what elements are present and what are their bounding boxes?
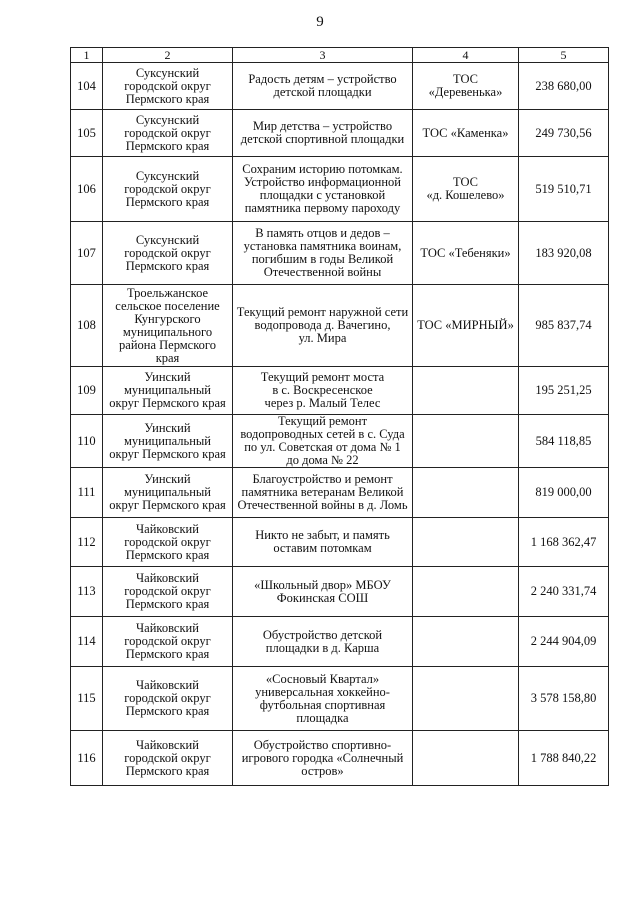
territory-line: округ Пермского края — [109, 396, 226, 410]
amount-cell — [519, 731, 609, 786]
territory-line: городской округ — [124, 125, 211, 140]
amount-text: 183 920,08 — [535, 245, 592, 260]
territory-line: округ Пермского края — [109, 446, 226, 461]
territory-line: муниципального — [122, 324, 213, 339]
project-line: футбольная спортивная — [259, 697, 386, 712]
amount-cell — [519, 567, 609, 617]
header-col-1: 1 — [71, 48, 103, 63]
project-cell — [233, 222, 413, 285]
project-line: Мир детства – устройство — [252, 119, 393, 133]
project-line: погибшим в годы Великой — [251, 252, 394, 266]
row-number-text: 107 — [77, 245, 96, 260]
project-line: Устройство информационной — [243, 175, 401, 189]
row-number — [71, 222, 103, 285]
header-row — [71, 48, 609, 63]
table-row — [71, 667, 609, 731]
table-row — [71, 567, 609, 617]
project-line: Благоустройство и ремонт — [252, 472, 393, 486]
row-number-text: 104 — [77, 78, 96, 93]
project-line: ул. Мира — [298, 331, 347, 345]
territory-line: округ Пермского края — [109, 498, 226, 512]
territory-line: Суксунский — [135, 112, 200, 127]
project-line: игрового городка «Солнечный — [241, 750, 404, 765]
project-cell — [233, 731, 413, 786]
project-line: до дома № 22 — [286, 453, 359, 467]
territory-line: городской округ — [124, 750, 211, 765]
table-row — [71, 468, 609, 518]
tos-line: «д. Кошелево» — [426, 188, 505, 202]
table-row — [71, 415, 609, 468]
project-line: по ул. Советская от дома № 1 — [244, 440, 401, 454]
header-col-5: 5 — [519, 48, 609, 63]
project-cell — [233, 110, 413, 157]
project-cell — [233, 667, 413, 731]
project-line: Текущий ремонт наружной сети — [236, 305, 409, 319]
project-cell — [233, 617, 413, 667]
row-number-text: 111 — [77, 485, 96, 499]
amount-cell — [519, 110, 609, 157]
project-line: универсальная хоккейно- — [255, 684, 390, 699]
amount-cell — [519, 222, 609, 285]
territory-line: сельское поселение — [115, 298, 220, 313]
project-line: памятника ветеранам Великой — [241, 485, 404, 499]
tos-line: ТОС — [453, 72, 478, 86]
project-line: водопроводных сетей в с. Суда — [240, 427, 405, 441]
tos-cell — [413, 731, 519, 786]
territory-line: Пермского края — [125, 763, 210, 778]
tos-line: «Деревенька» — [428, 85, 503, 99]
project-line: Никто не забыт, и память — [255, 528, 390, 542]
amount-cell — [519, 63, 609, 110]
project-cell — [233, 415, 413, 468]
table-row — [71, 110, 609, 157]
project-cell — [233, 285, 413, 367]
amount-cell — [519, 157, 609, 222]
territory-line: Уинский — [144, 420, 191, 435]
territory-line: городской округ — [124, 245, 211, 260]
territory-line: Пермского края — [125, 138, 210, 153]
territory-cell — [103, 617, 233, 667]
row-number — [71, 367, 103, 415]
territory-line: городской округ — [124, 634, 211, 648]
territory-line: Пермского края — [125, 597, 210, 611]
table-row — [71, 157, 609, 222]
territory-line: Троельжанское — [126, 285, 209, 300]
project-line: Обустройство детской — [262, 627, 383, 642]
territory-line: городской округ — [124, 584, 211, 598]
project-line: В память отцов и дедов – — [255, 226, 390, 240]
amount-cell — [519, 367, 609, 415]
row-number — [71, 110, 103, 157]
project-line: через р. Малый Телес — [264, 396, 381, 410]
table-row — [71, 731, 609, 786]
data-table — [70, 47, 609, 786]
tos-cell — [413, 157, 519, 222]
row-number — [71, 63, 103, 110]
territory-line: Пермского края — [125, 258, 210, 273]
territory-line: Пермского края — [125, 547, 210, 562]
amount-text: 1 168 362,47 — [530, 534, 597, 549]
territory-line: Пермского края — [125, 194, 210, 209]
project-cell — [233, 518, 413, 567]
project-line: площадки в д. Карша — [265, 640, 380, 655]
row-number — [71, 667, 103, 731]
project-line: памятника первому пароходу — [244, 201, 401, 215]
territory-cell — [103, 415, 233, 468]
territory-line: муниципальный — [124, 383, 211, 397]
territory-line: Чайковский — [136, 678, 199, 692]
table-row — [71, 285, 609, 367]
territory-line: Пермского края — [125, 704, 210, 718]
territory-line: Кунгурского — [134, 311, 201, 326]
tos-cell — [413, 285, 519, 367]
amount-cell — [519, 415, 609, 468]
amount-text: 519 510,71 — [535, 181, 592, 196]
project-line: Фокинская СОШ — [276, 590, 369, 605]
amount-text: 584 118,85 — [535, 433, 592, 448]
project-line: Отечественной войны — [263, 265, 382, 279]
project-line: Радость детям – устройство — [248, 72, 397, 86]
tos-line: ТОС «Тебеняки» — [420, 245, 511, 260]
row-number — [71, 415, 103, 468]
amount-text: 985 837,74 — [535, 318, 592, 332]
territory-cell — [103, 468, 233, 518]
project-line: остров» — [301, 763, 344, 778]
territory-line: Чайковский — [136, 621, 199, 635]
amount-text: 249 730,56 — [535, 125, 592, 140]
tos-cell — [413, 110, 519, 157]
territory-line: городской округ — [124, 691, 211, 705]
project-line: водопровода д. Вачегино, — [254, 318, 391, 332]
row-number-text: 116 — [77, 750, 96, 765]
row-number — [71, 285, 103, 367]
territory-cell — [103, 285, 233, 367]
tos-cell — [413, 617, 519, 667]
territory-line: района Пермского — [119, 337, 216, 352]
project-line: Текущий ремонт моста — [260, 370, 385, 384]
tos-cell — [413, 667, 519, 731]
territory-line: городской округ — [124, 181, 211, 196]
header-col-2: 2 — [103, 48, 233, 63]
row-number-text: 110 — [77, 433, 96, 448]
tos-cell — [413, 415, 519, 468]
amount-text: 2 240 331,74 — [530, 584, 597, 598]
territory-cell — [103, 367, 233, 415]
table-body — [71, 63, 609, 786]
row-number — [71, 468, 103, 518]
row-number — [71, 617, 103, 667]
row-number — [71, 518, 103, 567]
amount-text: 819 000,00 — [535, 485, 592, 499]
amount-text: 2 244 904,09 — [530, 634, 597, 648]
territory-line: Пермского края — [125, 647, 210, 661]
project-cell — [233, 63, 413, 110]
territory-cell — [103, 63, 233, 110]
project-line: детской площадки — [273, 85, 372, 99]
project-cell — [233, 367, 413, 415]
project-line: оставим потомкам — [273, 541, 372, 555]
tos-cell — [413, 222, 519, 285]
table-row — [71, 222, 609, 285]
row-number-text: 105 — [77, 125, 96, 140]
project-line: в с. Воскресенское — [272, 383, 373, 397]
territory-line: Чайковский — [136, 521, 199, 536]
territory-line: Пермского края — [125, 91, 210, 106]
tos-cell — [413, 468, 519, 518]
territory-cell — [103, 567, 233, 617]
territory-line: Суксунский — [135, 232, 200, 247]
project-line: детской спортивной площадки — [240, 132, 405, 146]
project-line: площадки с установкой — [259, 188, 386, 202]
territory-line: муниципальный — [124, 485, 211, 499]
amount-cell — [519, 468, 609, 518]
row-number-text: 109 — [77, 383, 96, 397]
amount-text: 3 578 158,80 — [530, 691, 597, 705]
tos-cell — [413, 518, 519, 567]
table-header — [71, 48, 609, 63]
territory-line: Уинский — [144, 370, 191, 384]
project-line: Сохраним историю потомкам. — [242, 162, 403, 176]
territory-line: Чайковский — [136, 571, 199, 585]
territory-cell — [103, 222, 233, 285]
project-cell — [233, 157, 413, 222]
territory-line: края — [155, 350, 180, 365]
row-number-text: 115 — [77, 691, 96, 705]
project-cell — [233, 567, 413, 617]
territory-line: Суксунский — [135, 65, 200, 80]
territory-line: муниципальный — [124, 433, 211, 448]
page-number: 9 — [316, 14, 324, 30]
row-number — [71, 567, 103, 617]
tos-line: ТОС «МИРНЫЙ» — [417, 318, 514, 332]
project-line: Обустройство спортивно- — [253, 737, 392, 752]
territory-cell — [103, 731, 233, 786]
tos-line: ТОС — [453, 175, 478, 189]
amount-cell — [519, 285, 609, 367]
tos-line: ТОС «Каменка» — [422, 125, 509, 140]
table-row — [71, 63, 609, 110]
row-number-text: 112 — [77, 534, 96, 549]
header-col-3: 3 — [233, 48, 413, 63]
project-line: «Школьный двор» МБОУ — [254, 577, 391, 592]
territory-cell — [103, 518, 233, 567]
amount-text: 1 788 840,22 — [530, 750, 597, 765]
row-number — [71, 157, 103, 222]
tos-cell — [413, 63, 519, 110]
territory-cell — [103, 157, 233, 222]
project-line: установка памятника воинам, — [243, 239, 402, 253]
territory-cell — [103, 110, 233, 157]
territory-line: городской округ — [124, 78, 211, 93]
amount-cell — [519, 667, 609, 731]
row-number — [71, 731, 103, 786]
tos-cell — [413, 367, 519, 415]
row-number-text: 106 — [77, 181, 96, 196]
row-number-text: 113 — [77, 584, 96, 598]
table-row — [71, 518, 609, 567]
project-line: Отечественной войны в д. Ломь — [237, 498, 408, 512]
amount-text: 238 680,00 — [535, 78, 592, 93]
table-row — [71, 367, 609, 415]
project-line: Текущий ремонт — [277, 414, 368, 428]
amount-cell — [519, 518, 609, 567]
table-row — [71, 617, 609, 667]
row-number-text: 114 — [77, 634, 96, 648]
row-number-text: 108 — [77, 318, 96, 332]
project-line: «Сосновый Квартал» — [265, 671, 380, 686]
amount-cell — [519, 617, 609, 667]
territory-cell — [103, 667, 233, 731]
territory-line: Чайковский — [136, 737, 199, 752]
project-line: площадка — [296, 710, 349, 725]
territory-line: Уинский — [144, 472, 191, 486]
amount-text: 195 251,25 — [535, 383, 592, 397]
territory-line: Суксунский — [135, 168, 200, 183]
header-col-4: 4 — [413, 48, 519, 63]
territory-line: городской округ — [124, 534, 211, 549]
project-cell — [233, 468, 413, 518]
tos-cell — [413, 567, 519, 617]
